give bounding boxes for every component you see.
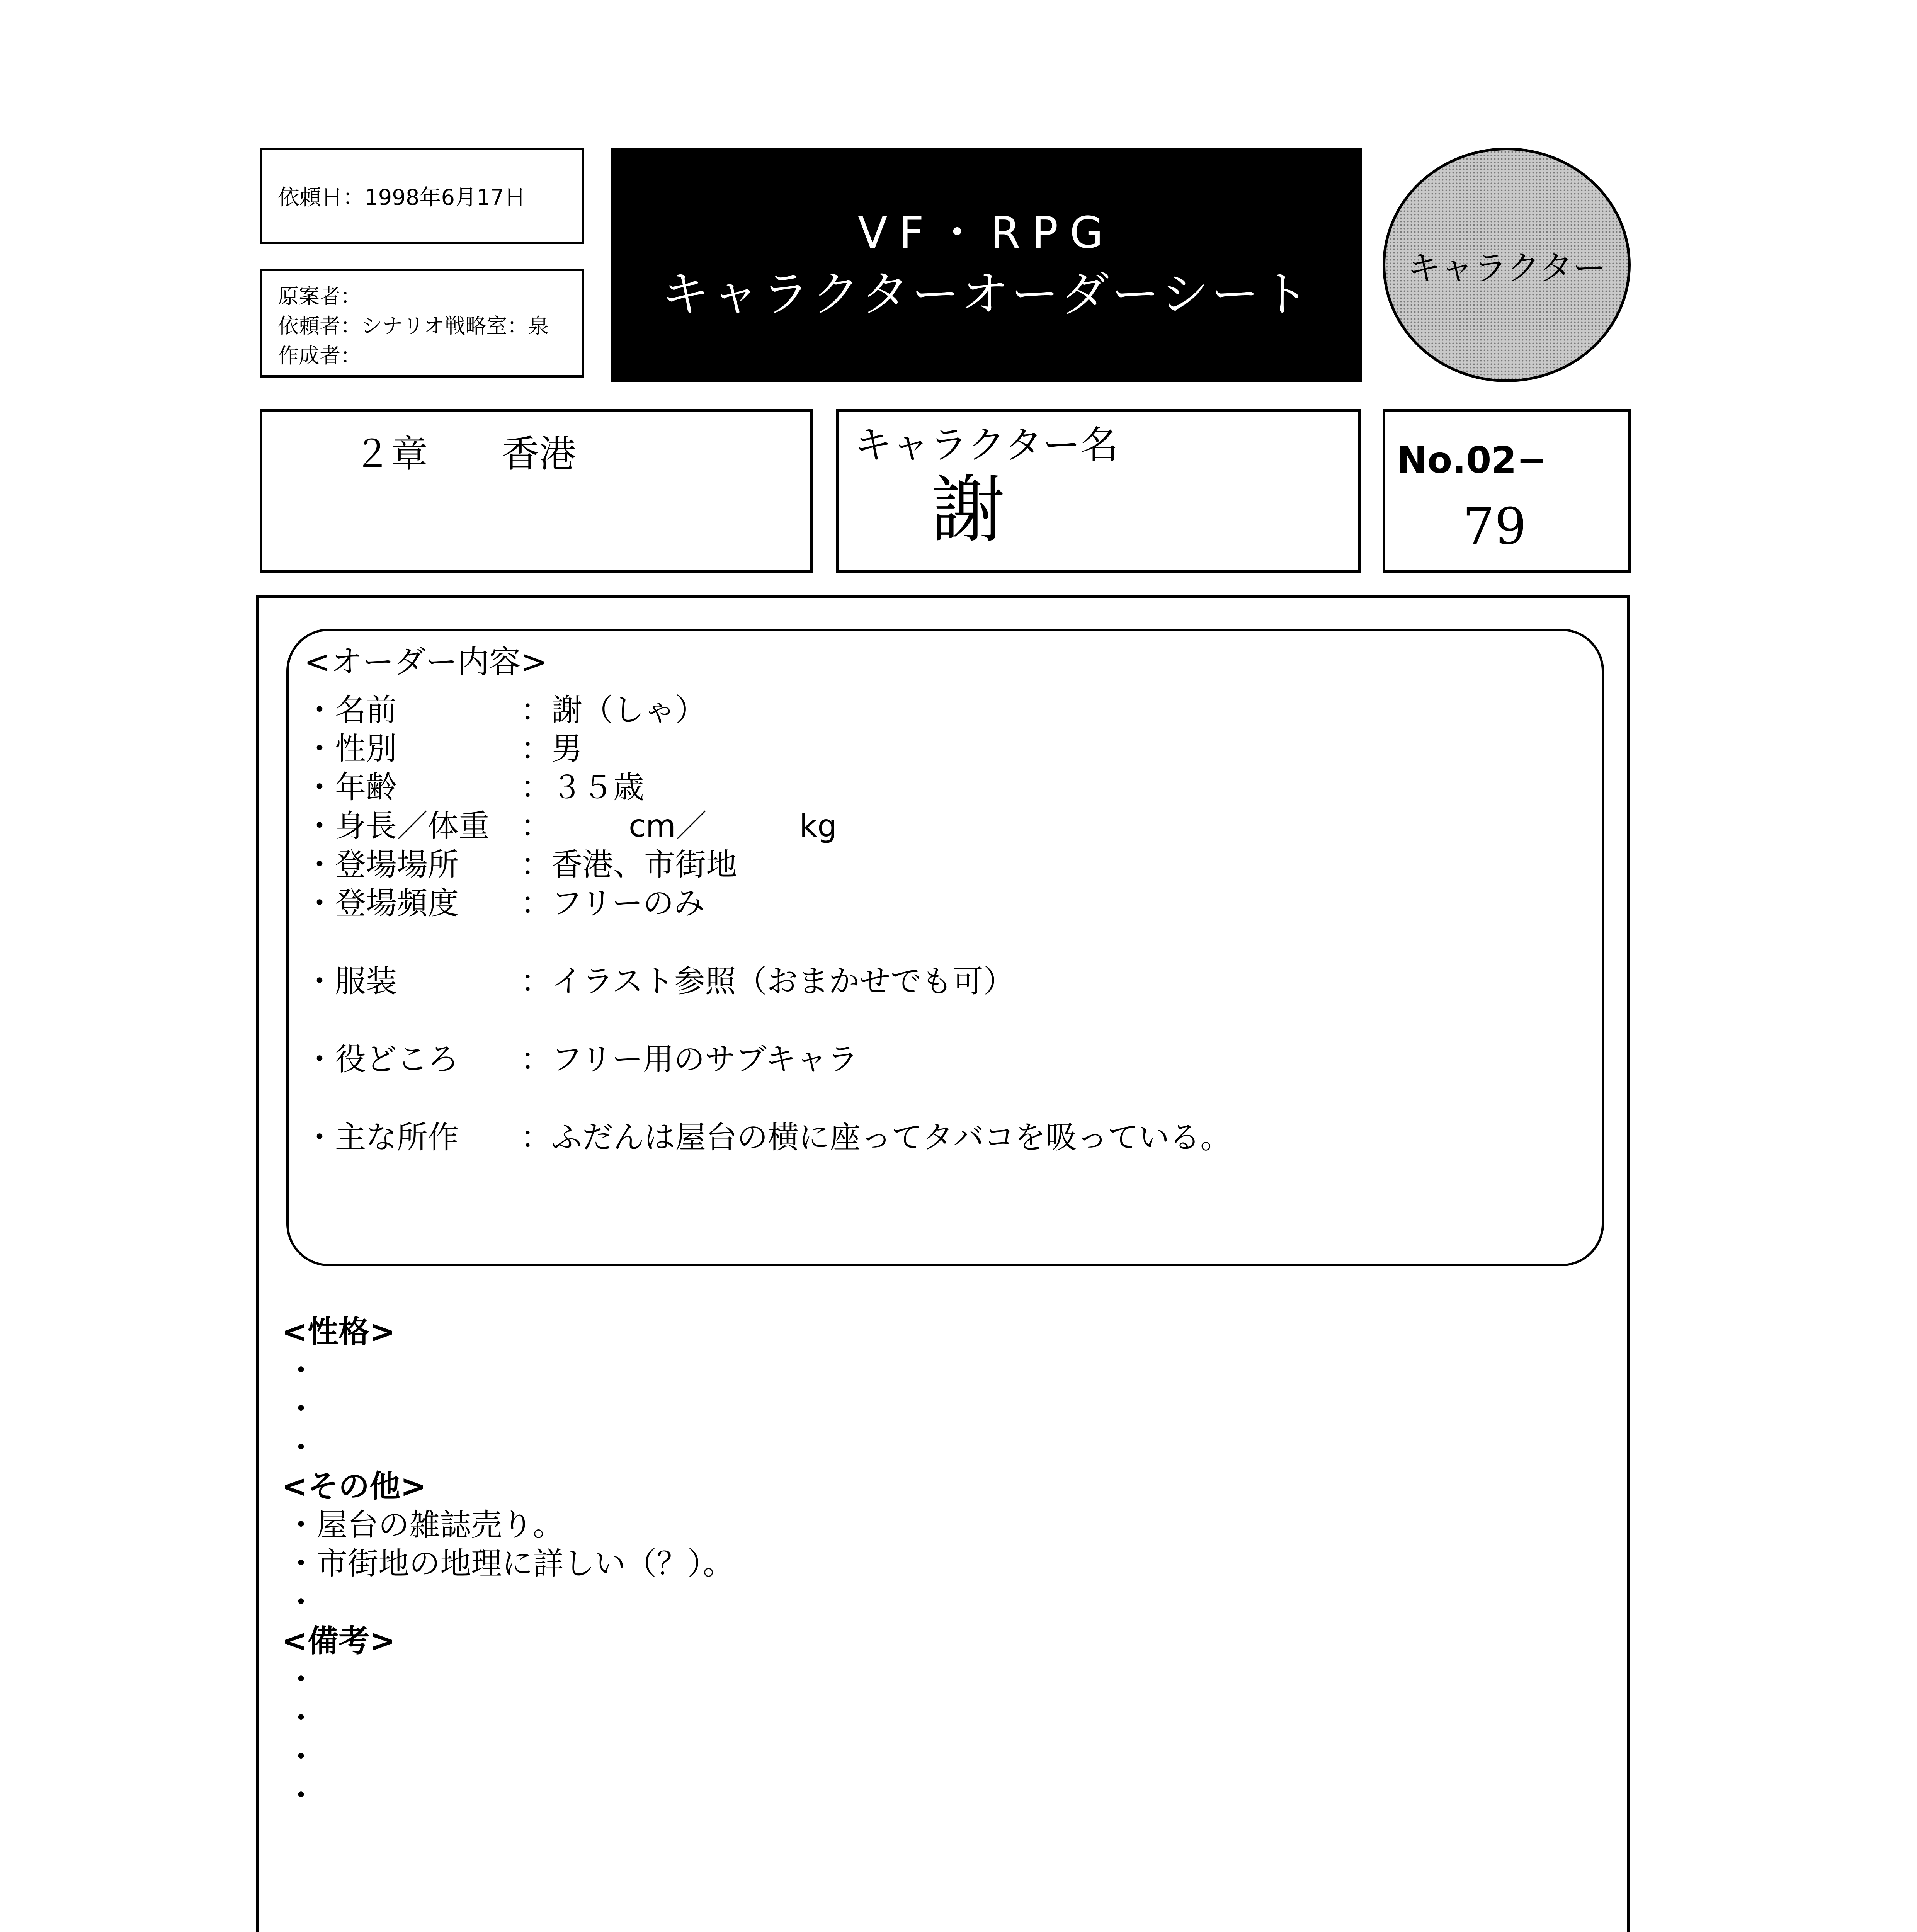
other-item: ・	[286, 1584, 316, 1620]
chapter-box	[260, 409, 813, 573]
character-name: 謝	[931, 467, 1005, 553]
character-name-label: キャラクター名	[854, 423, 1119, 467]
number-prefix: No.02−	[1397, 439, 1547, 481]
notes-heading: <備考>	[282, 1623, 396, 1659]
number-box	[1383, 409, 1631, 573]
requester: 依頼者：シナリオ戦略室：泉	[278, 314, 549, 338]
other-item: ・屋台の雑誌売り。	[286, 1507, 564, 1543]
order-heading: <オーダー内容>	[304, 644, 548, 680]
notes-item: ・	[286, 1777, 316, 1813]
other-item: ・市街地の地理に詳しい（？）。	[286, 1546, 734, 1582]
other-heading: <その他>	[282, 1468, 427, 1504]
people-box	[260, 269, 584, 378]
personality-item: ・	[286, 1430, 316, 1466]
request-date: 依頼日：1998年6月17日	[278, 185, 526, 210]
personality-item: ・	[286, 1352, 316, 1388]
main-sheet	[256, 595, 1630, 1932]
title-line1: VF・RPG	[857, 208, 1115, 258]
character-name-box	[836, 409, 1361, 573]
personality-heading: <性格>	[282, 1314, 396, 1350]
notes-item: ・	[286, 1739, 316, 1775]
personality-item: ・	[286, 1391, 316, 1427]
chapter: ２章 香港	[354, 432, 576, 476]
title-block	[611, 148, 1362, 382]
creator: 作成者：	[278, 344, 361, 368]
request-date-box	[260, 148, 584, 244]
order-panel: <オーダー内容> ・名前 ：謝（しゃ） ・性別 ：男 ・年齢 ：３５歳 ・身長／体重 ： cm／ kg ・登場場所 ：香港、市街地 ・登場頻度 ：フリーのみ ・服装 ：イラスト参照（おまかせでも可） ・役どころ ：フリー用のサブキャラ ・主な所作 ：ふだんは屋台の横に座ってタバコを吸っている。	[286, 629, 1604, 1266]
title-line2: キャラクターオーダーシート	[661, 267, 1311, 322]
number-value: 79	[1463, 497, 1527, 556]
category-badge	[1383, 148, 1631, 382]
original-author: 原案者：	[278, 284, 361, 308]
notes-item: ・	[286, 1662, 316, 1697]
category-label: キャラクター	[1407, 248, 1606, 287]
notes-item: ・	[286, 1700, 316, 1736]
